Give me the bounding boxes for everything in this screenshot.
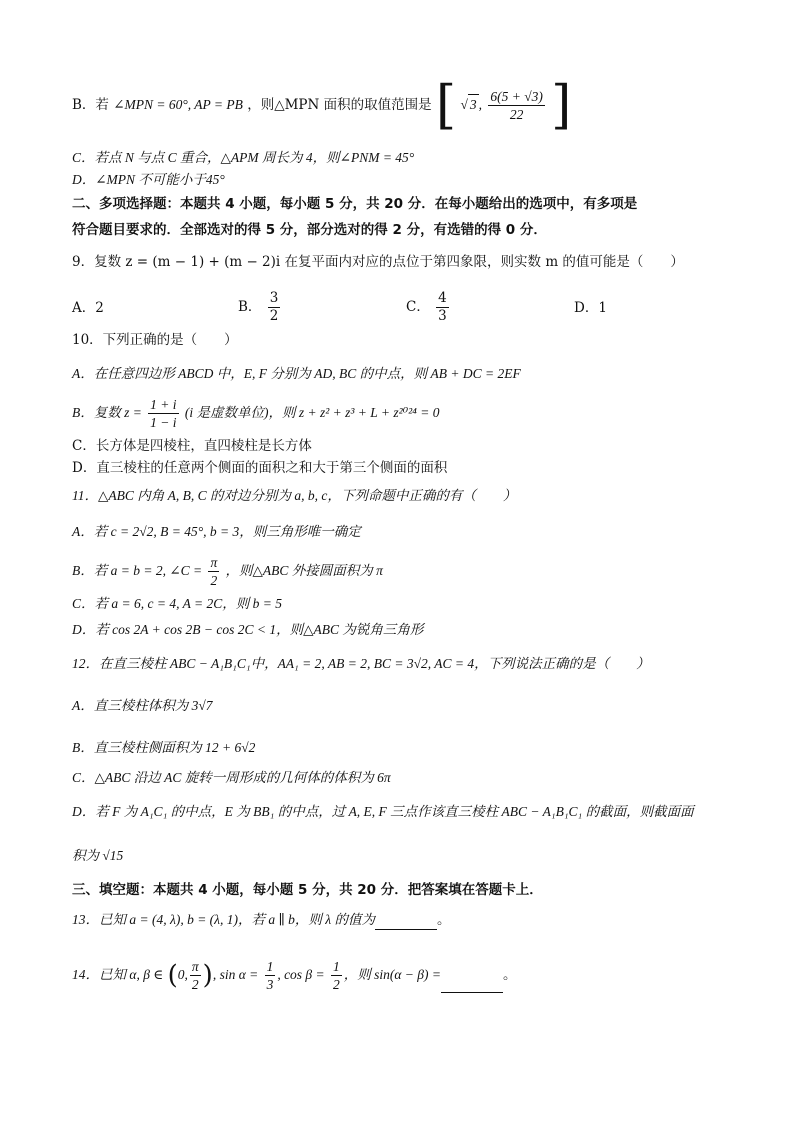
q10-option-a: A．在任意四边形 ABCD 中，E, F 分别为 AD, BC 的中点，则 AB + DC = 2EF: [72, 366, 521, 381]
q9-c-fraction: [436, 290, 449, 325]
q10-stem: 10．下列正确的是（ ）: [72, 332, 238, 348]
q14-interval-fraction: [190, 958, 201, 993]
q8-option-c: C．若点 N 与点 C 重合，△APM 周长为 4，则∠PNM = 45°: [72, 150, 415, 165]
right-bracket: ]: [551, 75, 572, 136]
q14-line: [72, 958, 516, 993]
q13-line: [72, 910, 450, 930]
q14-interval-start: 0,: [177, 967, 188, 982]
q8-option-d: D．∠MPN 不可能小于45°: [72, 172, 225, 187]
q10-b-num: 1 + i: [150, 397, 177, 412]
q9-b-fraction: [268, 290, 281, 325]
q11-b-num: π: [210, 555, 218, 570]
q9-c-den: 3: [438, 308, 447, 324]
q10-b-den: 1 − i: [150, 415, 177, 430]
q8-b-fraction: [488, 88, 545, 123]
q11-b-den: 2: [210, 573, 218, 588]
q14-ask: ，则 sin(α − β) =: [343, 967, 441, 982]
q11-b-post: ，则△ABC 外接圆面积为 π: [225, 563, 383, 578]
q8-b-denominator: 22: [509, 107, 524, 122]
q10-option-b: [72, 396, 439, 431]
q14-right-paren: ): [202, 960, 213, 991]
q14-f2-den: 2: [332, 977, 340, 992]
q13-answer-blank[interactable]: [375, 915, 437, 930]
q8-b-math: ∠MPN = 60°, AP = PB: [113, 97, 243, 112]
q9-option-a: A．2: [72, 300, 104, 316]
q9-b-den: 2: [269, 308, 279, 324]
q8-b-prefix: B．若: [72, 97, 109, 113]
q14-cos-beta: , cos β =: [277, 967, 325, 982]
q14-int-den: 2: [191, 977, 199, 992]
q11-option-c: C．若 a = 6, c = 4, A = 2C，则 b = 5: [72, 596, 282, 611]
section2-heading-line2: 符合题目要求的．全部选对的得 5 分，部分选对的得 2 分，有选错的得 0 分．: [72, 222, 547, 238]
q10-b-post: (i 是虚数单位)，则 z + z² + z³ + L + z²⁰²⁴ = 0: [184, 405, 440, 420]
q8-b-text: ，则△MPN 面积的取值范围是: [247, 97, 432, 113]
q11-stem: 11．△ABC 内角 A, B, C 的对边分别为 a, b, c，下列命题中正确的有（ ）: [72, 488, 517, 503]
sqrt3: √ 3 ,: [461, 97, 483, 112]
q14-f1-den: 3: [266, 977, 274, 992]
q12-option-b: B．直三棱柱侧面积为 12 + 6√2: [72, 740, 256, 755]
q11-option-a: A．若 c = 2√2, B = 45°, b = 3，则三角形唯一确定: [72, 524, 361, 539]
q11-option-b: [72, 554, 383, 589]
q9-c-label: C．: [406, 299, 430, 315]
q13-end: 。: [436, 912, 451, 928]
q10-b-fraction: [148, 396, 178, 431]
q14-f2-num: 1: [332, 959, 340, 974]
q13-stem: 13．已知 a = (4, λ), b = (λ, 1)，若 a ∥ b，则 λ 的值为: [72, 912, 375, 927]
q14-int-num: π: [191, 959, 199, 974]
q14-prefix: 14．已知 α, β ∈: [72, 967, 164, 982]
q10-b-prefix: B．复数 z =: [72, 405, 142, 420]
q12-stem: 12．在直三棱柱 ABC − A₁B₁C₁中，AA₁ = 2, AB = 2, BC = 3√2, AC = 4，下列说法正确的是（ ）: [72, 656, 650, 671]
q14-end: 。: [502, 967, 517, 983]
section2-heading-line1: 二、多项选择题：本题共 4 小题，每小题 5 分，共 20 分．在每小题给出的选项中，有多项是: [72, 196, 638, 212]
q9-b-num: 3: [269, 290, 279, 306]
q10-option-c: C．长方体是四棱柱，直四棱柱是长方体: [72, 438, 312, 454]
q10-option-d: D．直三棱柱的任意两个侧面的面积之和大于第三个侧面的面积: [72, 460, 448, 476]
q14-f1-num: 1: [266, 959, 274, 974]
left-bracket: [: [435, 75, 457, 136]
q12-option-d-line1: D．若 F 为 A₁C₁ 的中点，E 为 BB₁ 的中点，过 A, E, F 三点作该直三棱柱 ABC − A₁B₁C₁ 的截面，则截面面: [72, 804, 694, 819]
q14-sin-alpha: , sin α =: [212, 967, 259, 982]
q11-b-prefix: B．若 a = b = 2, ∠C =: [72, 563, 203, 578]
section3-heading: 三、填空题：本题共 4 小题，每小题 5 分，共 20 分．把答案填在答题卡上．: [72, 882, 543, 898]
q8-b-numerator: 6(5 + √3): [490, 89, 543, 104]
q9-b-label: B．: [238, 299, 262, 315]
q9-option-d: D．1: [574, 300, 607, 316]
q11-b-fraction: [208, 554, 219, 589]
q11-option-d: D．若 cos 2A + cos 2B − cos 2C < 1，则△ABC 为锐角三角形: [72, 622, 424, 637]
q12-option-c: C．△ABC 沿边 AC 旋转一周形成的几何体的体积为 6π: [72, 770, 391, 785]
q14-answer-blank[interactable]: [441, 978, 503, 993]
q9-option-b: [238, 290, 282, 325]
q8-option-b: [72, 75, 572, 136]
q14-fraction-2: [331, 958, 342, 993]
q14-fraction-1: [265, 958, 276, 993]
q14-left-paren: (: [167, 960, 178, 991]
q12-option-d-line2: 积为 √15: [72, 848, 124, 863]
q9-c-num: 4: [438, 290, 447, 306]
q9-stem: 9．复数 z = (m − 1) + (m − 2)i 在复平面内对应的点位于第四象限，则实数 m 的值可能是（ ）: [72, 254, 684, 270]
q9-option-c: [406, 290, 451, 325]
q12-option-a: A．直三棱柱体积为 3√7: [72, 698, 213, 713]
